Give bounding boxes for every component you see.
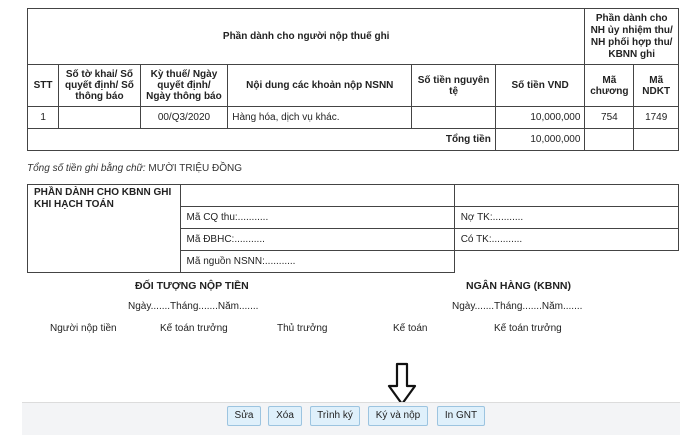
sig-ke-toan-truong-1: Kế toán trưởng xyxy=(160,323,228,334)
payment-details-table xyxy=(27,8,679,151)
total-empty-chuong xyxy=(585,129,634,151)
cell-so-to-khai xyxy=(59,107,141,129)
col-noi-dung: Nội dung các khoản nộp NSNN xyxy=(228,65,412,107)
total-in-words xyxy=(27,163,242,174)
edit-button[interactable]: Sửa xyxy=(227,406,261,426)
total-in-words-label: Tổng số tiền ghi bằng chữ: xyxy=(27,163,146,174)
total-row xyxy=(28,129,679,151)
co-tk: Có TK:........... xyxy=(454,229,678,251)
cell-ky-thue: 00/Q3/2020 xyxy=(140,107,228,129)
bank-signature-title: NGÂN HÀNG (KBNN) xyxy=(466,280,571,292)
sig-thu-truong: Thủ trưởng xyxy=(277,323,328,334)
ma-dbhc: Mã ĐBHC:........... xyxy=(180,229,454,251)
ma-nguon-nsnn: Mã nguồn NSNN:........... xyxy=(180,251,454,273)
sig-nguoi-nop-tien: Người nộp tiền xyxy=(50,323,117,334)
cell-so-tien-nguyen-te xyxy=(412,107,496,129)
total-in-words-value: MƯỜI TRIỆU ĐỒNG xyxy=(148,163,243,174)
col-stt: STT xyxy=(28,65,59,107)
cell-stt: 1 xyxy=(28,107,59,129)
bank-section-header: Phần dành cho NH ủy nhiệm thu/ NH phối hợp thu/ KBNN ghi xyxy=(585,9,679,65)
total-value: 10,000,000 xyxy=(495,129,585,151)
cell-ma-chuong: 754 xyxy=(585,107,634,129)
cell-so-tien-vnd: 10,000,000 xyxy=(495,107,585,129)
col-ma-ndkt: Mã NDKT xyxy=(634,65,679,107)
sig-ke-toan: Kế toán xyxy=(393,323,428,334)
col-ky-thue: Kỳ thuế/ Ngày quyết định/ Ngày thông báo xyxy=(140,65,228,107)
col-so-tien-nguyen-te: Số tiền nguyên tệ xyxy=(412,65,496,107)
bank-date: Ngày.......Tháng.......Năm....... xyxy=(452,301,583,312)
sign-and-submit-button[interactable]: Ký và nộp xyxy=(368,406,428,426)
kbnn-empty-1 xyxy=(180,185,454,207)
no-tk: Nợ TK:........... xyxy=(454,207,678,229)
col-ma-chuong: Mã chương xyxy=(585,65,634,107)
kbnn-empty-3 xyxy=(454,251,678,273)
kbnn-empty-2 xyxy=(454,185,678,207)
submit-for-signing-button[interactable]: Trình ký xyxy=(310,406,360,426)
down-arrow-icon xyxy=(386,362,418,406)
payer-section-header: Phần dành cho người nộp thuế ghi xyxy=(28,9,585,65)
sig-ke-toan-truong-2: Kế toán trưởng xyxy=(494,323,562,334)
total-label: Tổng tiền xyxy=(28,129,496,151)
print-gnt-button[interactable]: In GNT xyxy=(437,406,485,426)
kbnn-section-title: PHẦN DÀNH CHO KBNN GHI KHI HẠCH TOÁN xyxy=(28,185,181,273)
table-row xyxy=(28,107,679,129)
payer-signature-title: ĐỐI TƯỢNG NỘP TIỀN xyxy=(135,280,249,292)
cell-noi-dung: Hàng hóa, dịch vụ khác. xyxy=(228,107,412,129)
cell-ma-ndkt: 1749 xyxy=(634,107,679,129)
tax-payment-document xyxy=(27,8,679,151)
ma-cq-thu: Mã CQ thu:........... xyxy=(180,207,454,229)
col-so-tien-vnd: Số tiền VND xyxy=(495,65,585,107)
total-empty-ndkt xyxy=(634,129,679,151)
col-so-to-khai: Số tờ khai/ Số quyết định/ Số thông báo xyxy=(59,65,141,107)
payer-date: Ngày.......Tháng.......Năm....... xyxy=(128,301,259,312)
kbnn-accounting-table xyxy=(27,184,679,273)
delete-button[interactable]: Xóa xyxy=(268,406,302,426)
